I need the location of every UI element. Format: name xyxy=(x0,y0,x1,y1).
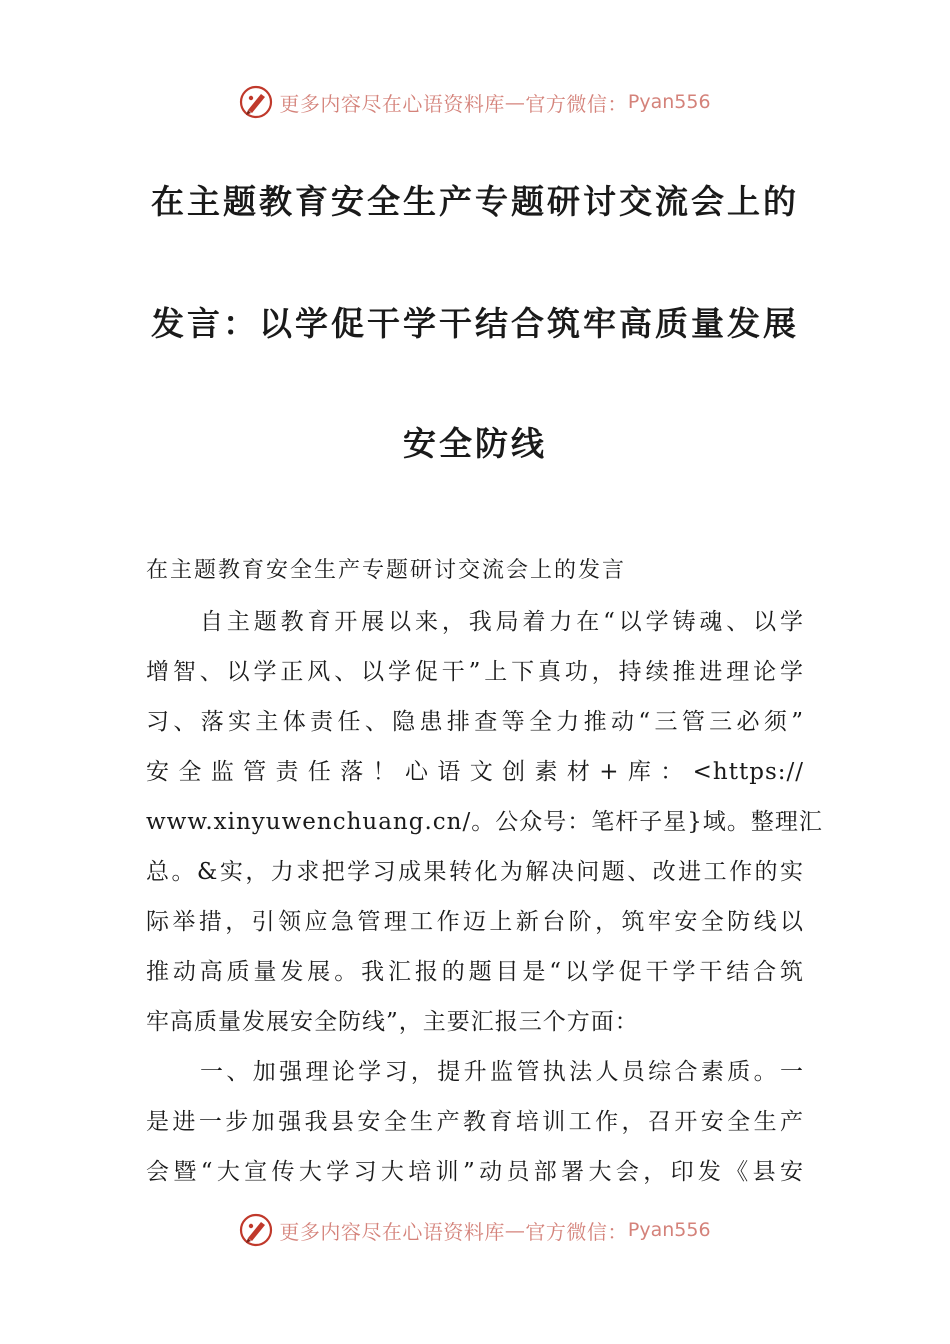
document-title-line-2: 发言：以学促干学干结合筑牢高质量发展 xyxy=(151,304,799,343)
body-line: 习、落实主体责任、隐患排查等全力推动“三管三必须” xyxy=(146,709,804,735)
body-line: 自主题教育开展以来，我局着力在“以学铸魂、以学 xyxy=(200,609,804,635)
banner-separator: — xyxy=(504,1218,526,1242)
document-title-line-3: 安全防线 xyxy=(403,424,547,463)
body-line: 是进一步加强我县安全生产教育培训工作，召开安全生产 xyxy=(146,1109,804,1135)
body-line: 总。&实，力求把学习成果转化为解决问题、改进工作的实 xyxy=(146,859,804,885)
pen-logo-icon xyxy=(239,1213,273,1247)
banner-contact-label: 官方微信： xyxy=(525,91,628,116)
banner-site-text: 更多内容尽在心语资料库 xyxy=(279,91,505,116)
body-line: www.xinyuwenchuang.cn/。公众号：笔杆子星}域。整理汇 xyxy=(146,809,823,835)
body-line: 会暨“大宣传大学习大培训”动员部署大会，印发《县安 xyxy=(146,1159,804,1185)
pen-logo-icon xyxy=(239,85,273,119)
header-banner xyxy=(0,82,950,122)
document-subheading: 在主题教育安全生产专题研讨交流会上的发言 xyxy=(146,558,627,583)
banner-contact-handle: Pyan556 xyxy=(627,91,711,113)
banner-separator: — xyxy=(504,90,526,114)
body-line: 推动高质量发展。我汇报的题目是“以学促干学干结合筑 xyxy=(146,959,804,985)
body-line: 一、加强理论学习，提升监管执法人员综合素质。一 xyxy=(200,1059,804,1085)
footer-banner xyxy=(0,1210,950,1250)
document-title-line-1: 在主题教育安全生产专题研讨交流会上的 xyxy=(151,182,799,221)
body-line: 安全监管责任落！心语文创素材+库：<https:// xyxy=(146,759,804,785)
body-line: 牢高质量发展安全防线”，主要汇报三个方面： xyxy=(146,1009,639,1035)
banner-contact-handle: Pyan556 xyxy=(627,1219,711,1241)
body-line: 增智、以学正风、以学促干”上下真功，持续推进理论学 xyxy=(146,659,804,685)
body-line: 际举措，引领应急管理工作迈上新台阶，筑牢安全防线以 xyxy=(146,909,804,935)
banner-contact-label: 官方微信： xyxy=(525,1219,628,1244)
banner-site-text: 更多内容尽在心语资料库 xyxy=(279,1219,505,1244)
